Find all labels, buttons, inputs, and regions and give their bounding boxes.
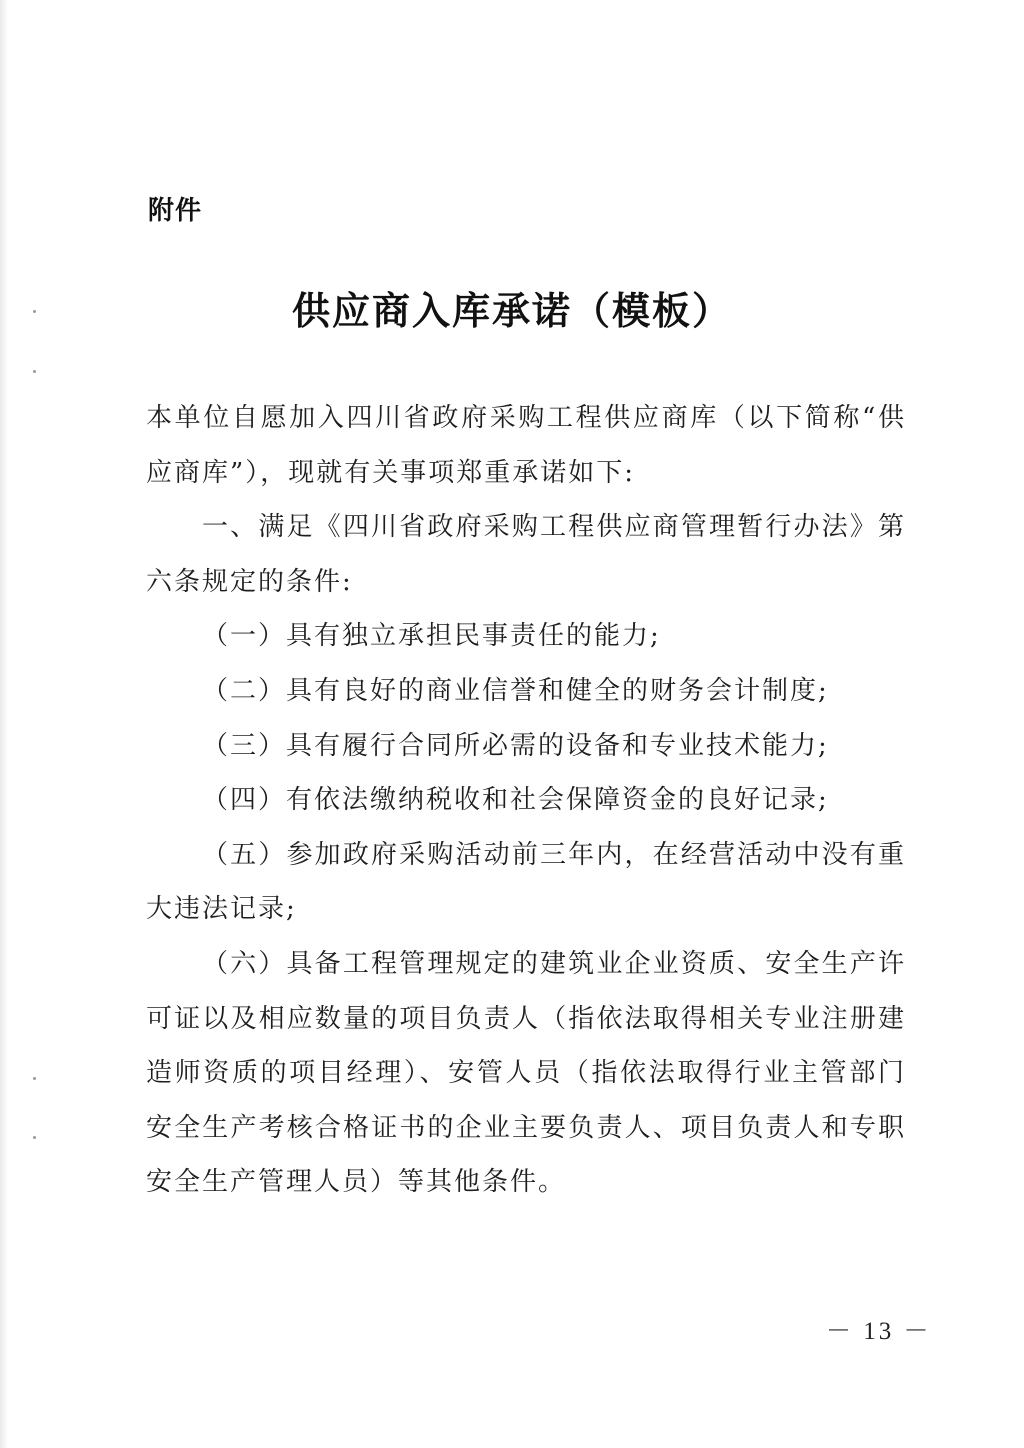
scan-edge-shadow bbox=[0, 0, 8, 1448]
scan-speck bbox=[33, 1136, 36, 1139]
condition-item-4: （四）有依法缴纳税收和社会保障资金的良好记录; bbox=[202, 785, 829, 816]
scan-speck bbox=[33, 370, 36, 373]
page-number: － 13 － bbox=[826, 1318, 932, 1345]
condition-item-5: （五）参加政府采购活动前三年内，在经营活动中没有重大违法记录; bbox=[146, 839, 906, 925]
document-body bbox=[146, 391, 906, 1210]
condition-item-3: （三）具有履行合同所必需的设备和专业技术能力; bbox=[202, 730, 829, 761]
condition-heading: 一、满足《四川省政府采购工程供应商管理暂行办法》第六条规定的条件: bbox=[146, 512, 906, 597]
condition-item-2: （二）具有良好的商业信誉和健全的财务会计制度; bbox=[202, 675, 829, 706]
condition-item-1: （一）具有独立承担民事责任的能力; bbox=[202, 621, 661, 652]
attachment-label: 附件 bbox=[148, 196, 203, 226]
condition-item-6: （六）具备工程管理规定的建筑业企业资质、安全生产许可证以及相应数量的项目负责人（指依法取得相关专业注册建造师资质的项目经理）、安管人员（指依法取得行业主管部门安全生产考核合格证书的企业主要负责人、项目负责人和专职安全生产管理人员）等其他条件。 bbox=[146, 948, 906, 1198]
document-title: 供应商入库承诺（模板） bbox=[291, 288, 732, 333]
scan-speck bbox=[33, 1077, 36, 1080]
intro-paragraph: 本单位自愿加入四川省政府采购工程供应商库（以下简称“供应商库”），现就有关事项郑重承诺如下: bbox=[146, 403, 906, 488]
